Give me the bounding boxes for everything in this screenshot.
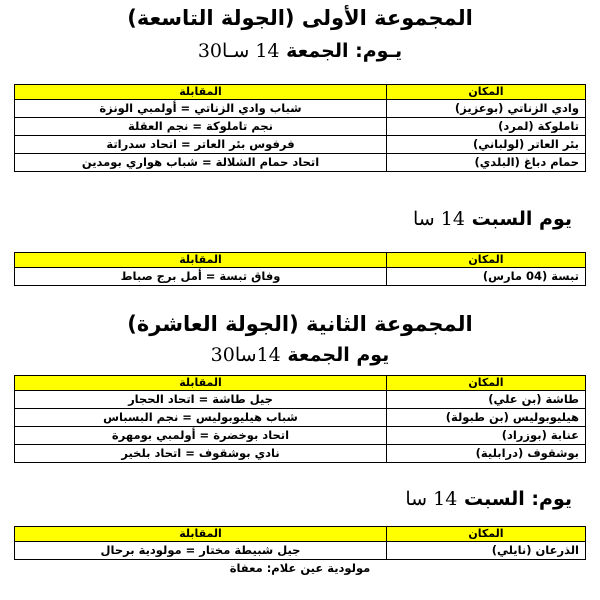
match-cell: جيل طاشة = اتحاد الحجار xyxy=(15,391,387,409)
venue-cell: وادي الزناتي (بوعزيز) xyxy=(387,100,586,118)
venue-header: المكان xyxy=(387,376,586,391)
venue-cell: حمام دباغ (البلدي) xyxy=(387,154,586,172)
venue-cell: طاشة (بن علي) xyxy=(387,391,586,409)
match-cell: اتحاد بوخضرة = أولمبي بومهرة xyxy=(15,427,387,445)
table-row xyxy=(15,100,586,118)
group2-friday-day: يوم الجمعة xyxy=(287,344,390,366)
group2-saturday-day: يوم: السبت xyxy=(463,488,572,510)
table-row xyxy=(15,542,586,560)
group2-title: المجموعة الثانية (الجولة العاشرة) xyxy=(127,312,473,336)
group2-saturday-time: 14 سا xyxy=(405,488,458,510)
match-header: المقابلة xyxy=(15,527,387,542)
table-header-row xyxy=(15,376,586,391)
table-header-row xyxy=(15,527,586,542)
group1-title: المجموعة الأولى (الجولة التاسعة) xyxy=(127,6,473,30)
group1-saturday-time: 14 سا xyxy=(413,208,465,230)
group1-friday-table xyxy=(14,84,586,172)
table-row xyxy=(15,391,586,409)
match-cell: جيل شبيطة مختار = مولودية برحال xyxy=(15,542,387,560)
match-cell: نجم تاملوكة = نجم العقلة xyxy=(15,118,387,136)
note-row xyxy=(15,560,586,578)
group1-friday-time: 14 سـا30 xyxy=(197,40,280,62)
match-cell: شباب وادي الزناتي = أولمبي الونزة xyxy=(15,100,387,118)
table-row xyxy=(15,118,586,136)
group1-saturday-day: يوم السبت xyxy=(471,208,572,230)
table-row xyxy=(15,445,586,463)
group2-friday-table xyxy=(14,375,586,463)
group2-saturday-table xyxy=(14,526,586,577)
table-row xyxy=(15,427,586,445)
table-row xyxy=(15,268,586,286)
group1-friday-date xyxy=(0,40,600,62)
venue-header: المكان xyxy=(387,527,586,542)
match-cell: وفاق تبسة = أمل برج صباط xyxy=(15,268,387,286)
match-header: المقابلة xyxy=(15,376,387,391)
venue-cell: تبسة (04 مارس) xyxy=(387,268,586,286)
venue-cell: تاملوكة (لمرد) xyxy=(387,118,586,136)
venue-header: المكان xyxy=(387,85,586,100)
table-row xyxy=(15,136,586,154)
table-row xyxy=(15,409,586,427)
group1-saturday-table xyxy=(14,252,586,286)
venue-cell: بوشقوف (درابلية) xyxy=(387,445,586,463)
venue-header: المكان xyxy=(387,253,586,268)
group2-saturday-date xyxy=(405,488,572,510)
venue-cell: هيليوبوليس (بن طبولة) xyxy=(387,409,586,427)
match-cell: نادي بوشقوف = اتحاد بلخير xyxy=(15,445,387,463)
match-header: المقابلة xyxy=(15,85,387,100)
venue-cell: عنابة (بوزراد) xyxy=(387,427,586,445)
group1-saturday-date xyxy=(413,208,572,230)
table-header-row xyxy=(15,85,586,100)
match-cell: فرفوس بئر العاتر = اتحاد سدراتة xyxy=(15,136,387,154)
venue-cell: بئر العاتر (لولباني) xyxy=(387,136,586,154)
match-header: المقابلة xyxy=(15,253,387,268)
table-header-row xyxy=(15,253,586,268)
venue-cell: الذرعان (نايلي) xyxy=(387,542,586,560)
table-row xyxy=(15,154,586,172)
bye-note: مولودية عين علام: معفاة xyxy=(229,561,371,575)
group2-friday-time: 14سا30 xyxy=(210,344,281,366)
group2-friday-date xyxy=(0,344,600,366)
group1-friday-day: يـوم: الجمعة xyxy=(286,40,403,62)
match-cell: شباب هيليوبوليس = نجم البسباس xyxy=(15,409,387,427)
match-cell: اتحاد حمام الشلالة = شباب هواري بومدين xyxy=(15,154,387,172)
